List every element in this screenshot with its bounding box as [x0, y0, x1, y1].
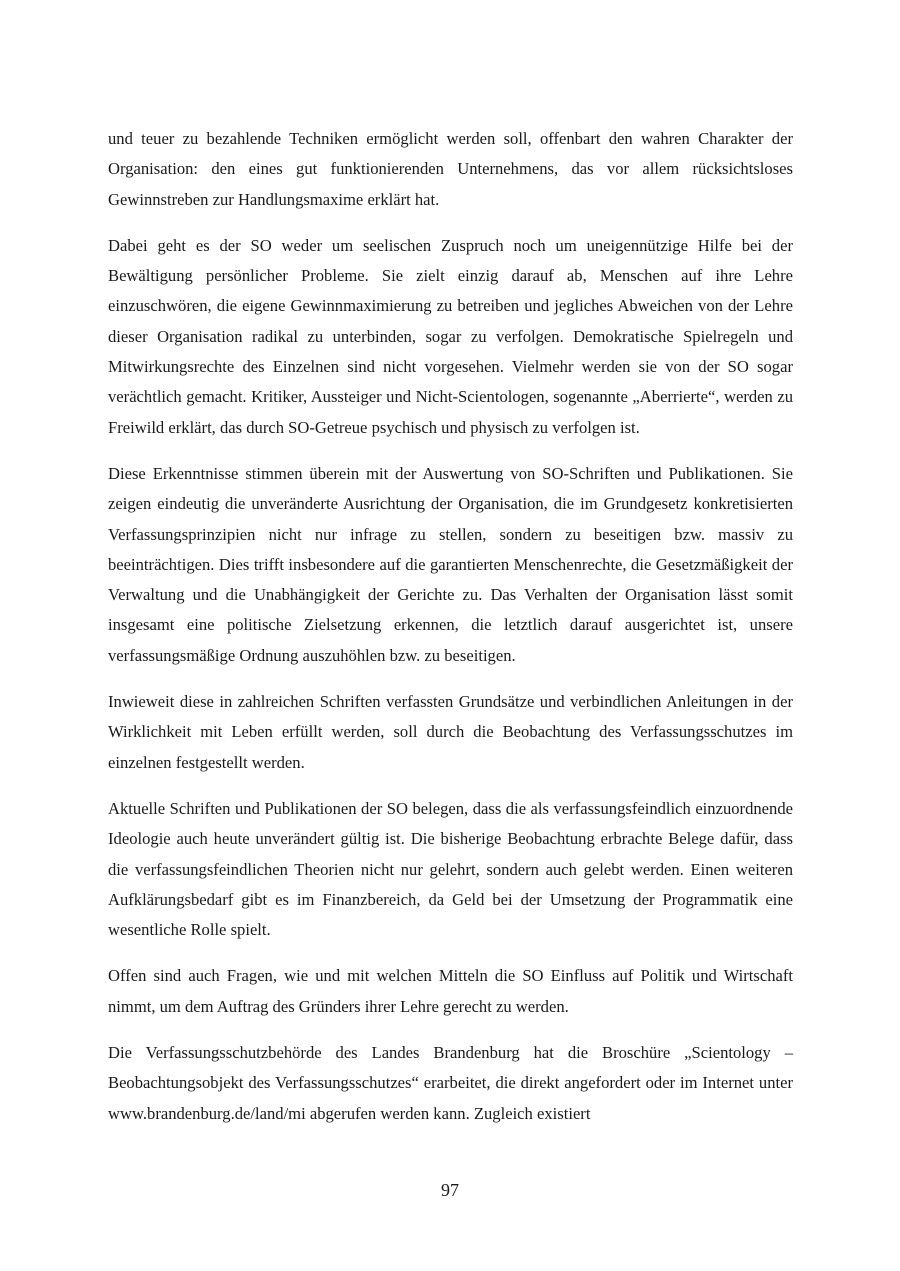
body-text [108, 124, 793, 1145]
paragraph-2: Dabei geht es der SO weder um seelischen Zuspruch noch um uneigennützige Hilfe bei der Bewältigung persönlicher Probleme. Sie zielt einzig darauf ab, Menschen auf ihre Lehre einzuschwören, die eigene Gewinnmaximierung zu betreiben und jegliches Abweichen von der Lehre dieser Organisation radikal zu unterbinden, sogar zu verfolgen. Demokratische Spielregeln und Mitwirkungsrechte des Einzelnen sind nicht vorgesehen. Vielmehr werden sie von der SO sogar verächtlich gemacht. Kritiker, Aussteiger und Nicht-Scientologen, sogenannte „Aberrierte“, werden zu Freiwild erklärt, das durch SO-Getreue psychisch und physisch zu verfolgen ist. [108, 235, 793, 437]
paragraph-4: Inwieweit diese in zahlreichen Schriften verfassten Grundsätze und verbindlichen Anleitungen in der Wirklichkeit mit Leben erfüllt werden, soll durch die Beobachtung des Verfassungsschutzes im einzelnen festgestellt werden. [108, 692, 793, 772]
paragraph-1: und teuer zu bezahlende Techniken ermöglicht werden soll, offenbart den wahren Charakter der Organisation: den eines gut funktionierenden Unternehmens, das vor allem rücksichtsloses Gewinnstreben zur Handlungsmaxime erklärt hat. [108, 129, 793, 209]
paragraph-3: Diese Erkenntnisse stimmen überein mit der Auswertung von SO-Schriften und Publikationen. Sie zeigen eindeutig die unveränderte Ausrichtung der Organisation, die im Grundgesetz konkretisierten Verfassungsprinzipien nicht nur infrage zu stellen, sondern zu beseitigen bzw. massiv zu beeinträchtigen. Dies trifft insbesondere auf die garantierten Menschenrechte, die Gesetzmäßigkeit der Verwaltung und die Unabhängigkeit der Gerichte zu. Das Verhalten der Organisation lässt somit insgesamt eine politische Zielsetzung erkennen, die letztlich darauf ausgerichtet ist, unsere verfassungsmäßige Ordnung auszuhöhlen bzw. zu beseitigen. [108, 463, 793, 665]
paragraph-5: Aktuelle Schriften und Publikationen der SO belegen, dass die als verfassungsfeindlich einzuordnende Ideologie auch heute unverändert gültig ist. Die bisherige Beobachtung erbrachte Belege dafür, dass die verfassungsfeindlichen Theorien nicht nur gelehrt, sondern auch gelebt werden. Einen weiteren Aufklärungsbedarf gibt es im Finanzbereich, da Geld bei der Umsetzung der Programmatik eine wesentliche Rolle spielt. [108, 798, 793, 940]
paragraph-6: Offen sind auch Fragen, wie und mit welchen Mitteln die SO Einfluss auf Politik und Wirtschaft nimmt, um dem Auftrag des Gründers ihrer Lehre gerecht zu werden. [108, 966, 793, 1016]
paragraph-7: Die Verfassungsschutzbehörde des Landes Brandenburg hat die Broschüre „Scientology – Beobachtungsobjekt des Verfassungsschutzes“ erarbeitet, die direkt angefordert oder im Internet unter www.brandenburg.de/land/mi abgerufen werden kann. Zugleich existiert [108, 1043, 793, 1123]
page-number: 97 [441, 1180, 459, 1200]
